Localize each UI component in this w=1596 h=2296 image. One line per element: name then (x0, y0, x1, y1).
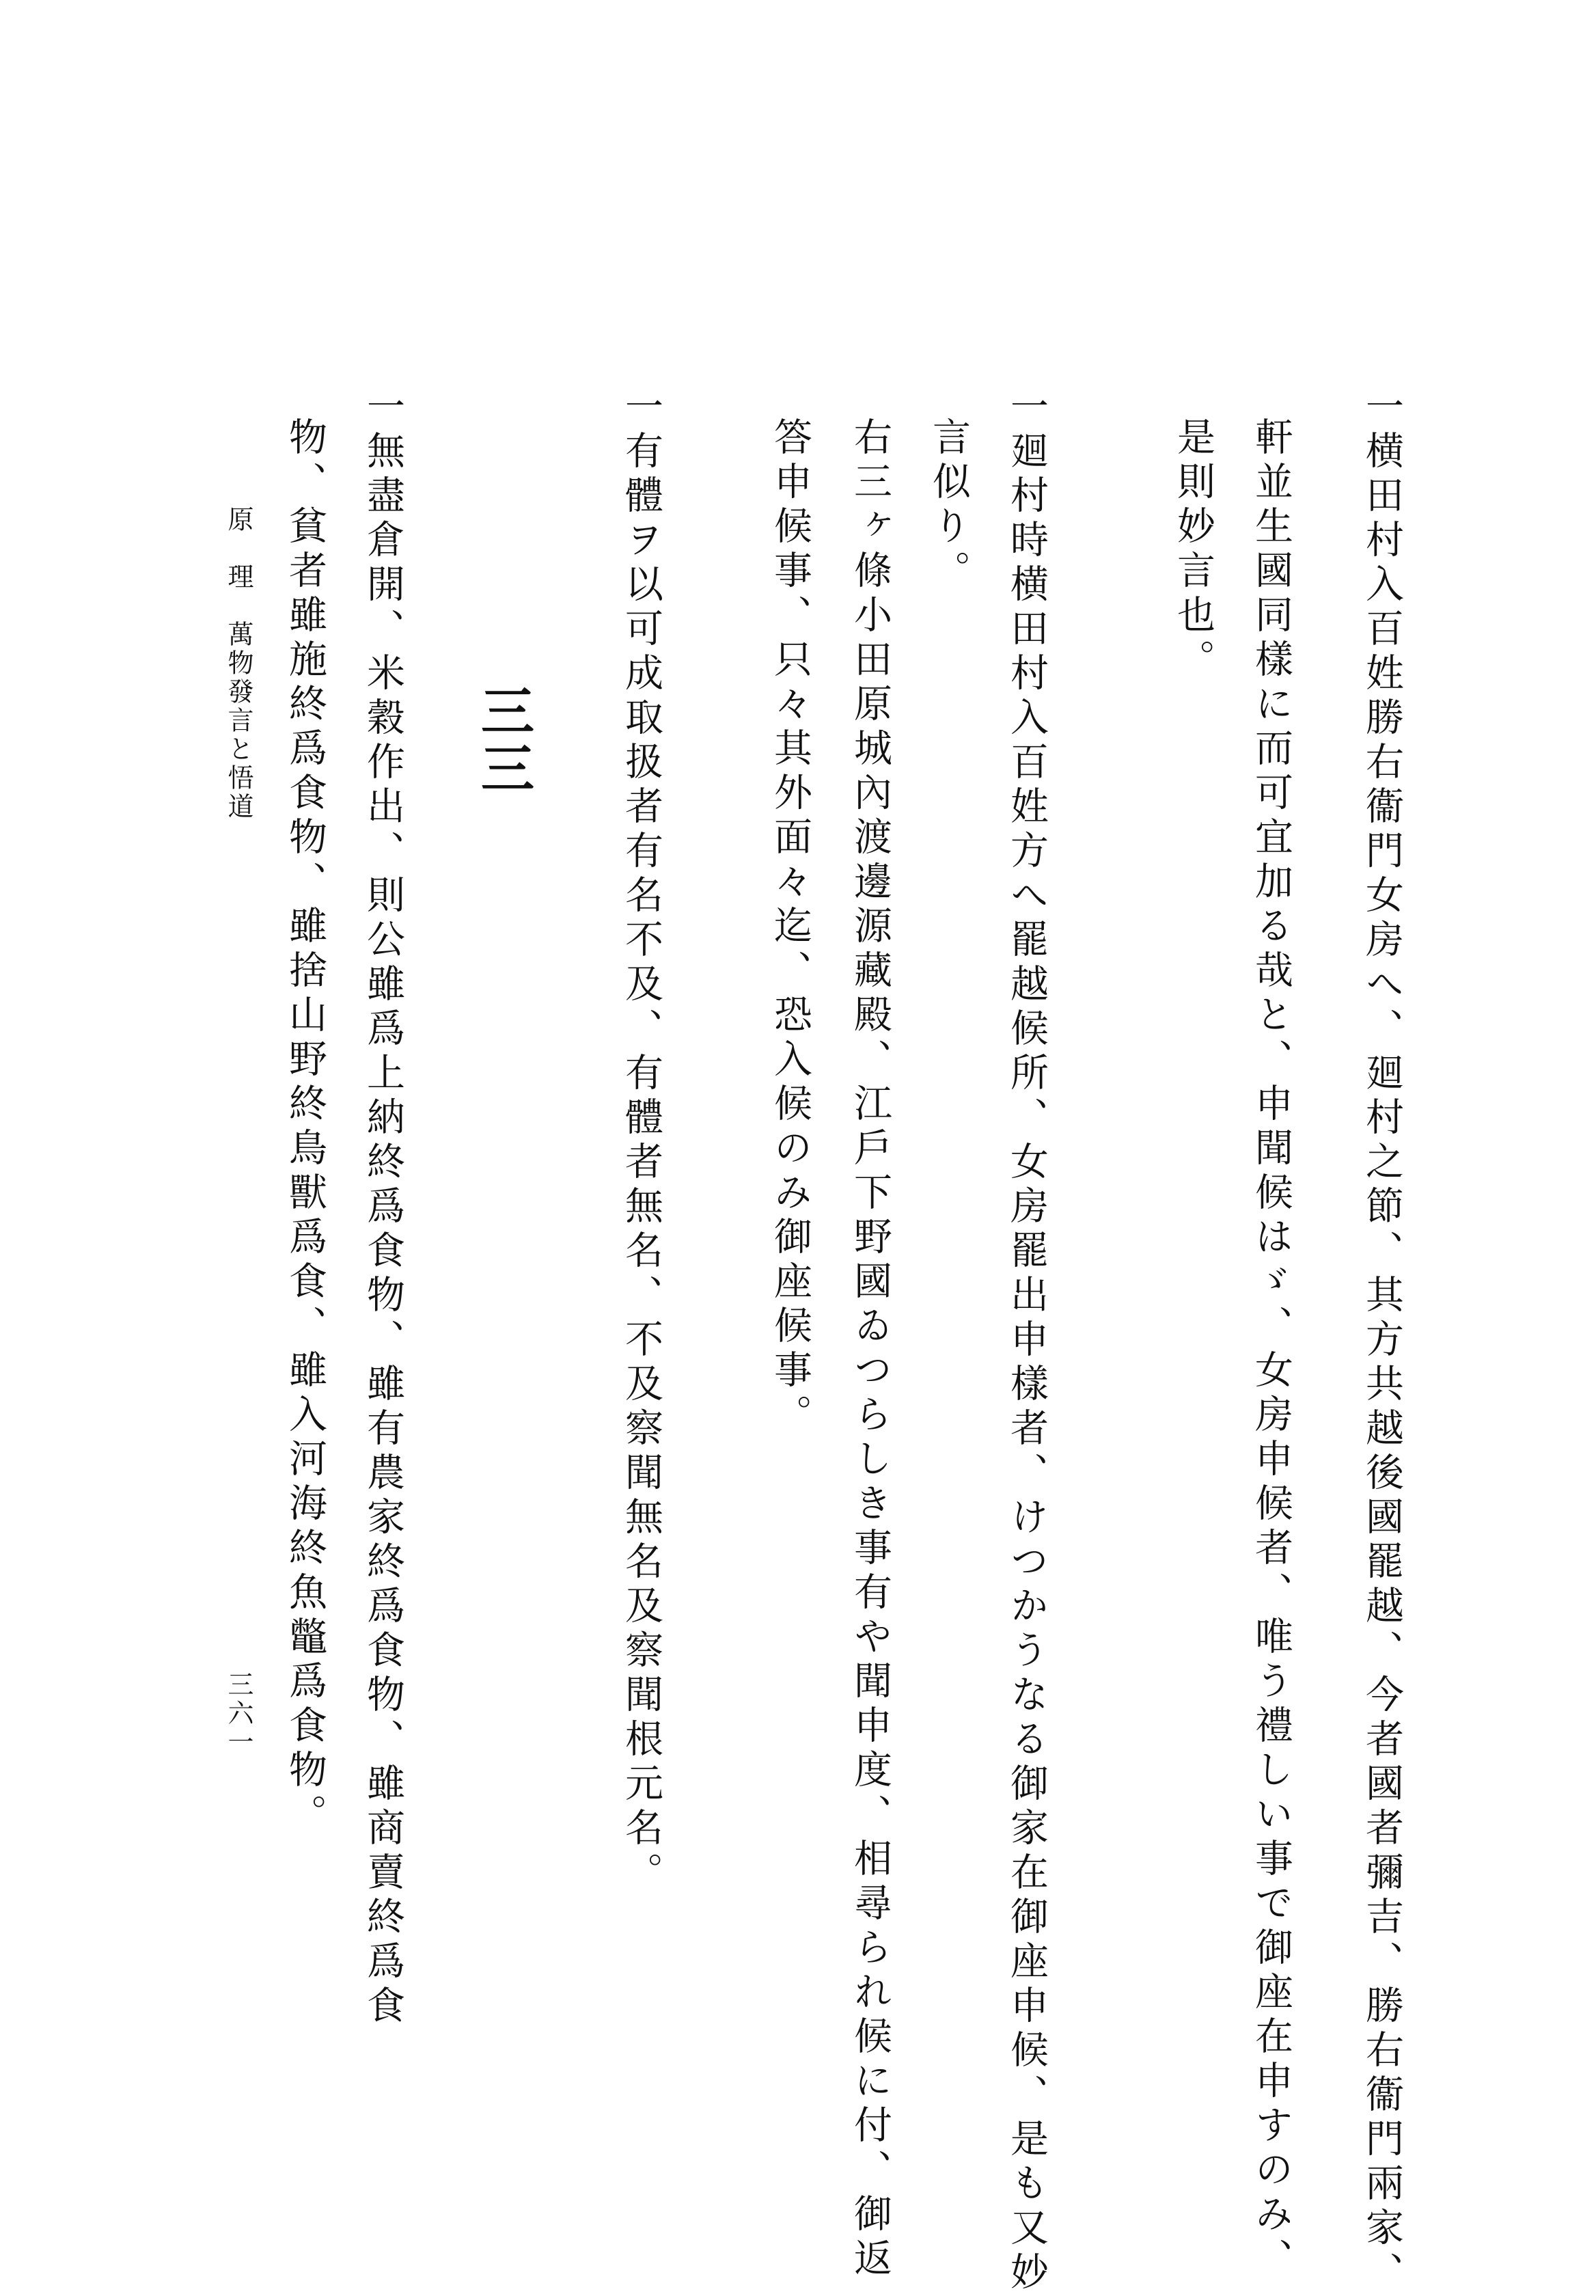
text-column-8: 一有體ヲ以可成取扱者有名不及、有體者無名、不及察聞無名及察聞根元名。 (619, 386, 663, 1896)
section-text-column-1: 一無盡倉開、米穀作出、則公雖爲上納終爲食物、雖有農家終爲食物、雖商賣終爲食 (361, 386, 405, 2030)
text-column-6: 右三ヶ條小田原城內渡邊源藏殿、江戶下野國ゐつらしき事有や聞申度、相尋られ候に付、御返 (848, 417, 892, 2282)
text-column-5: 言似り。 (926, 417, 971, 594)
page-number: 三六一 (223, 1671, 253, 1757)
text-column-4: 一廻村時横田村入百姓方へ罷越候所、女房罷出申樣者、けつかうなる御家在御座申候、是も又妙 (1004, 386, 1049, 2296)
text-column-1: 一横田村入百姓勝右衞門女房へ、廻村之節、其方共越後國罷越、今者國者彌吉、勝右衞門兩家、 (1360, 386, 1404, 2296)
text-column-3: 是則妙言也。 (1171, 417, 1215, 683)
section-heading: 三三 (472, 683, 534, 798)
section-text-column-2: 物、貧者雖施終爲食物、雖捨山野終鳥獸爲食、雖入河海終魚鼈爲食物。 (283, 417, 327, 1838)
text-column-2: 軒並生國同樣に而可宜加る哉と、申聞候はゞ、女房申候者、唯う禮しい事で御座在申すのみ、 (1249, 417, 1293, 2282)
running-title: 原 理 萬物發言と悟道 (223, 506, 253, 821)
text-column-7: 答申候事、只々其外面々迄、恐入候のみ御座候事。 (768, 417, 812, 1438)
